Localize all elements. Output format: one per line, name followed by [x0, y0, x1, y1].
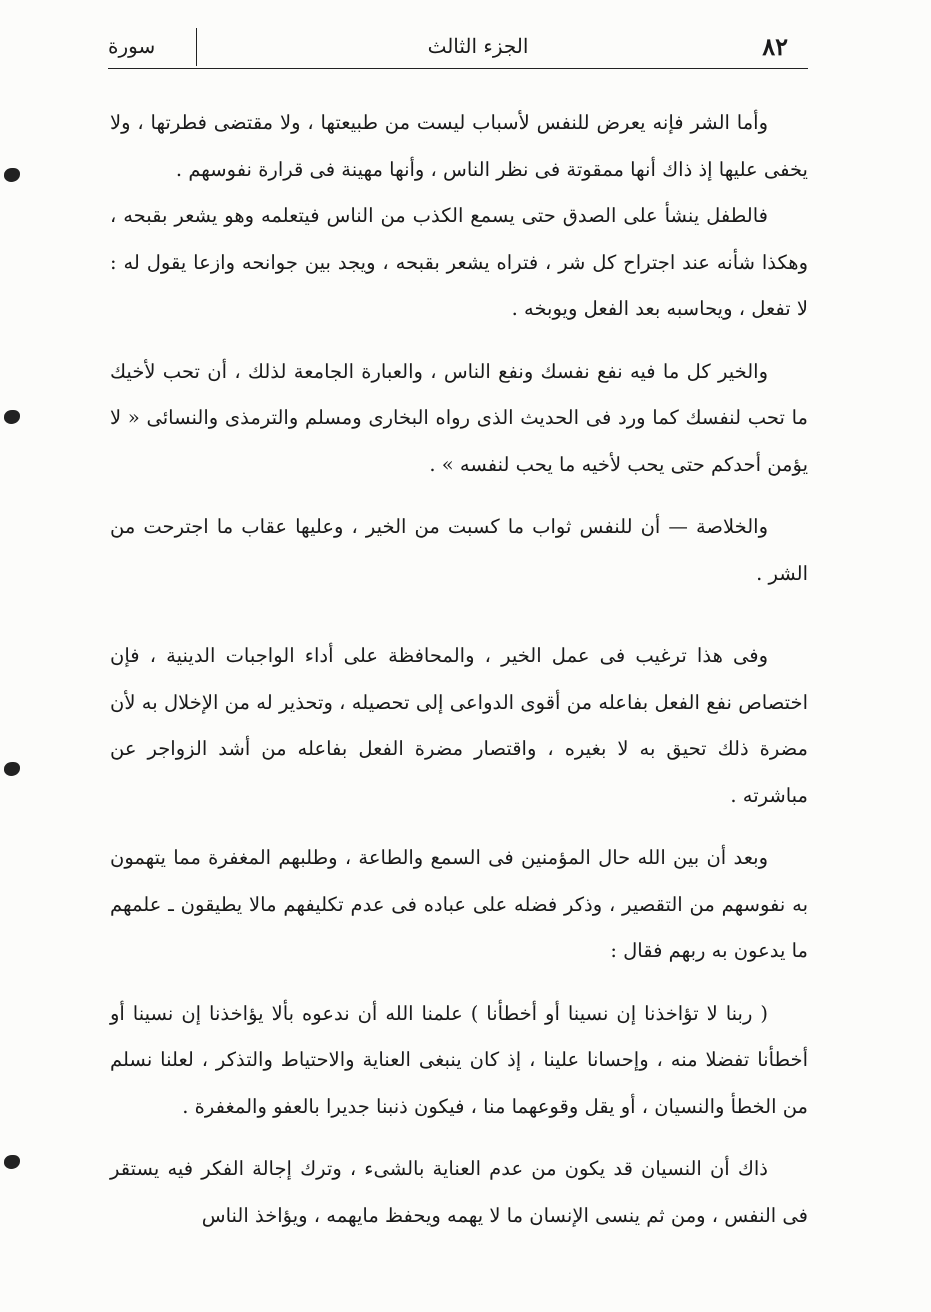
page-body [110, 100, 808, 1239]
margin-ink-mark [4, 762, 20, 776]
running-title: الجزء الثالث [427, 34, 529, 58]
paragraph: والخلاصة — أن للنفس ثواب ما كسبت من الخير ، وعليها عقاب ما اجترحت من الشر . [110, 515, 808, 585]
margin-ink-mark [4, 1155, 20, 1169]
margin-ink-mark [4, 410, 20, 424]
paragraph: فالطفل ينشأ على الصدق حتى يسمع الكذب من الناس فيتعلمه وهو يشعر بقبحه ، وهكذا شأنه عند اجتراح كل شر ، فتراه يشعر بقبحه ، ويجد بين جوانحه وازعا يقول له : لا تفعل ، ويحاسبه بعد الفعل ويوبخه . [110, 204, 808, 320]
page-number: ٨٢ [762, 32, 788, 61]
page-header [108, 28, 808, 69]
paragraph: ( ربنا لا تؤاخذنا إن نسينا أو أخطأنا ) علمنا الله أن ندعوه بألا يؤاخذنا إن نسينا أو أخطأنا تفضلا منه ، وإحسانا علينا ، إذ كان ينبغى العناية والاحتياط والتذكر ، لعلنا نسلم من الخطأ والنسيان ، أو يقل وقوعهما منا ، فيكون ذنبنا جديرا بالعفو والمغفرة . [110, 1001, 808, 1118]
paragraph: وبعد أن بين الله حال المؤمنين فى السمع والطاعة ، وطلبهم المغفرة مما يتهمون به نفوسهم من التقصير ، وذكر فضله على عباده فى عدم تكليفهم مالا يطيقون ـ علمهم ما يدعون به ربهم فقال : [110, 846, 808, 962]
bracket-divider [196, 28, 197, 66]
paragraph: وفى هذا ترغيب فى عمل الخير ، والمحافظة على أداء الواجبات الدينية ، فإن اختصاص نفع الفعل بفاعله من أقوى الدواعى إلى تحصيله ، وتحذير له من الإخلال به لأن مضرة ذلك تحيق به لا بغيره ، واقتصار مضرة الفعل بفاعله من أشد الزواجر عن مباشرته . [110, 644, 808, 807]
surah-label [108, 34, 155, 58]
margin-ink-mark [4, 168, 20, 182]
paragraph: والخير كل ما فيه نفع نفسك ونفع الناس ، والعبارة الجامعة لذلك ، أن تحب لأخيك ما تحب لنفسك كما ورد فى الحديث الذى رواه البخارى ومسلم والترمذى والنسائى « لا يؤمن أحدكم حتى يحب لأخيه ما يحب لنفسه » . [110, 359, 808, 476]
paragraph: ذاك أن النسيان قد يكون من عدم العناية بالشىء ، وترك إجالة الفكر فيه يستقر فى النفس ، ومن ثم ينسى الإنسان ما لا يهمه ويحفظ مايهمه ، ويؤاخذ الناس [110, 1157, 808, 1227]
surah-label-text: سورة [108, 34, 156, 58]
paragraph: وأما الشر فإنه يعرض للنفس لأسباب ليست من طبيعتها ، ولا مقتضى فطرتها ، ولا يخفى عليها إذ ذاك أنها ممقوتة فى نظر الناس ، وأنها مهينة فى قرارة نفوسهم . [110, 111, 808, 181]
